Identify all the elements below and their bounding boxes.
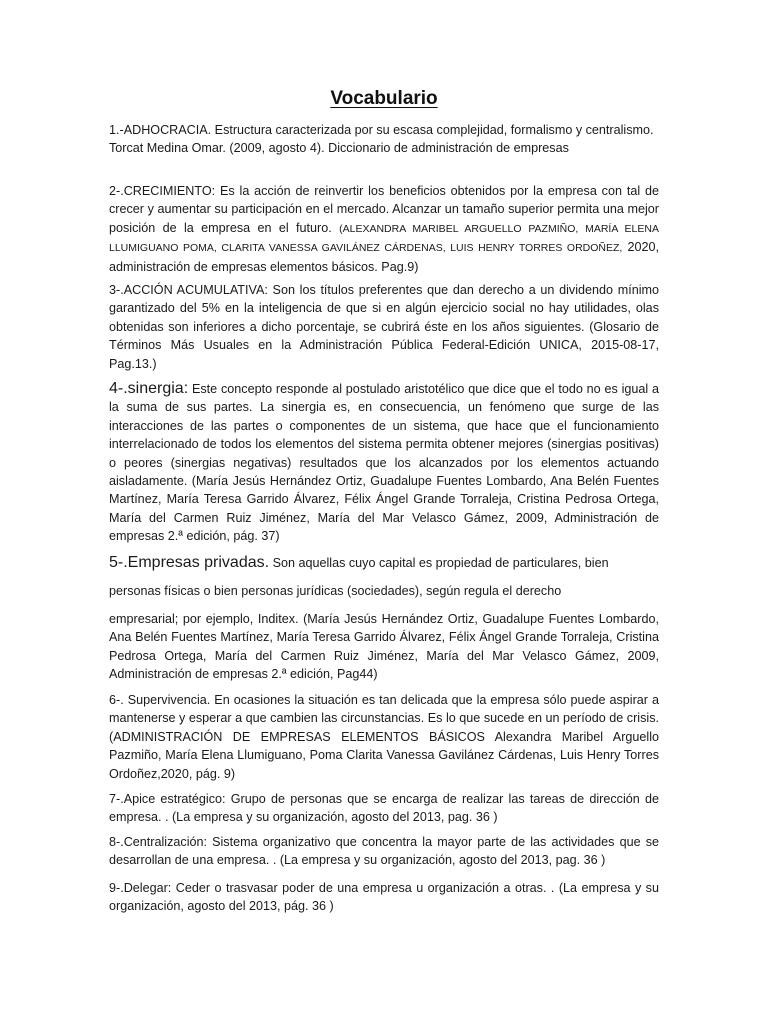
entry-apice-estrategico: 7-.Apice estratégico: Grupo de personas que se encarga de realizar las tareas de dirección de empresa. . (La empresa y su organización, agosto del 2013, pag. 36 ) bbox=[109, 792, 659, 825]
entry-crecimiento-citation: (ALEXANDRA MARIBEL ARGUELLO PAZMIÑO, MARÍA ELENA LLUMIGUANO POMA, CLARITA VANESSA GAVILÁNEZ CÁRDENAS, LUIS HENRY TORRES ORDOÑEZ, bbox=[109, 222, 659, 255]
entry-empresas-privadas-heading: 5-.Empresas privadas. bbox=[109, 554, 270, 571]
entry-accion-acumulativa: 3-.ACCIÓN ACUMULATIVA: Son los títulos preferentes que dan derecho a un dividendo mínimo garantizado del 5% en la inteligencia de que si en algún ejercicio social no hay utilidades, olas obtenidas son inferiores a dicho porcentaje, se cubrirá éste en los años siguientes. (Glosario de Términos Más Usuales en la Administración Pública Federal-Edición UNICA, 2015-08-17, Pag.13.) bbox=[109, 283, 659, 371]
entry-sinergia-heading: 4-.sinergia: bbox=[109, 380, 189, 397]
entry-crecimiento-citation-tail: 2020, administración de empresas elementos básicos. Pag.9) bbox=[109, 240, 660, 274]
entry-centralizacion: 8-.Centralización: Sistema organizativo que concentra la mayor parte de las actividades que se desarrollan de una empresa. . (La empresa y su organización, agosto del 2013, pag. 36 ) bbox=[109, 835, 659, 868]
entry-sinergia bbox=[109, 380, 659, 546]
entry-empresas-privadas-text: Son aquellas cuyo capital es propiedad de particulares, bien bbox=[272, 556, 609, 570]
entry-empresas-privadas-line2: personas físicas o bien personas jurídicas (sociedades), según regula el derecho bbox=[109, 584, 562, 598]
entry-sinergia-text: Este concepto responde al postulado aristotélico que dice que el todo no es igual a la suma de sus partes. La sinergia es, en consecuencia, un fenómeno que surge de las interacciones de las partes o componentes de un sistema, que hace que el funcionamiento interrelacionado de todos los elementos del sistema permita obtener mejores (sinergias positivas) o peores (sinergias negativas) resultados que los alcanzados por los elementos actuando aisladamente. (María Jesús Hernández Ortiz, Guadalupe Fuentes Lombardo, Ana Belén Fuentes Martínez, María Teresa Garrido Álvarez, Félix Ángel Grande Torraleja, Cristina Pedrosa Ortega, María del Carmen Ruiz Jiménez, María del Mar Velasco Gámez, 2009, Administración de empresas 2.ª edición, pág. 37) bbox=[109, 382, 660, 544]
entry-empresas-privadas-line3: empresarial; por ejemplo, Inditex. (María Jesús Hernández Ortiz, Guadalupe Fuentes Lombardo, Ana Belén Fuentes Martínez, María Teresa Garrido Álvarez, Félix Ángel Grande Torraleja, Cristina Pedrosa Ortega, María del Carmen Ruiz Jiménez, María del Mar Velasco Gámez, 2009, Administración de empresas 2.ª edición, Pag44) bbox=[109, 612, 659, 682]
entry-empresas-privadas-line1 bbox=[109, 554, 659, 572]
entry-crecimiento bbox=[109, 182, 659, 276]
page-title: Vocabulario bbox=[330, 88, 438, 109]
entry-supervivencia: 6-. Supervivencia. En ocasiones la situación es tan delicada que la empresa sólo puede aspirar a mantenerse y esperar a que cambien las circunstancias. Es lo que sucede en un período de crisis. (ADMINISTRACIÓN DE EMPRESAS ELEMENTOS BÁSICOS Alexandra Maribel Arguello Pazmiño, María Elena Llumiguano, Poma Clarita Vanessa Gavilánez Cárdenas, Luis Henry Torres Ordoñez,2020, pág. 9) bbox=[109, 693, 659, 781]
entry-adhocracia: 1.-ADHOCRACIA. Estructura caracterizada por su escasa complejidad, formalismo y centralismo. Torcat Medina Omar. (2009, agosto 4). Diccionario de administración de empresas bbox=[109, 123, 654, 156]
entry-delegar: 9-.Delegar: Ceder o trasvasar poder de una empresa u organización a otras. . (La empresa y su organización, agosto del 2013, pág. 36 ) bbox=[109, 881, 659, 914]
entry-crecimiento-text: 2-.CRECIMIENTO: Es la acción de reinvertir los beneficios obtenidos por la empresa con tal de crecer y aumentar su participación en el mercado. Alcanzar un tamaño superior permita una mejor posición de la empresa en el futuro. bbox=[109, 184, 659, 235]
